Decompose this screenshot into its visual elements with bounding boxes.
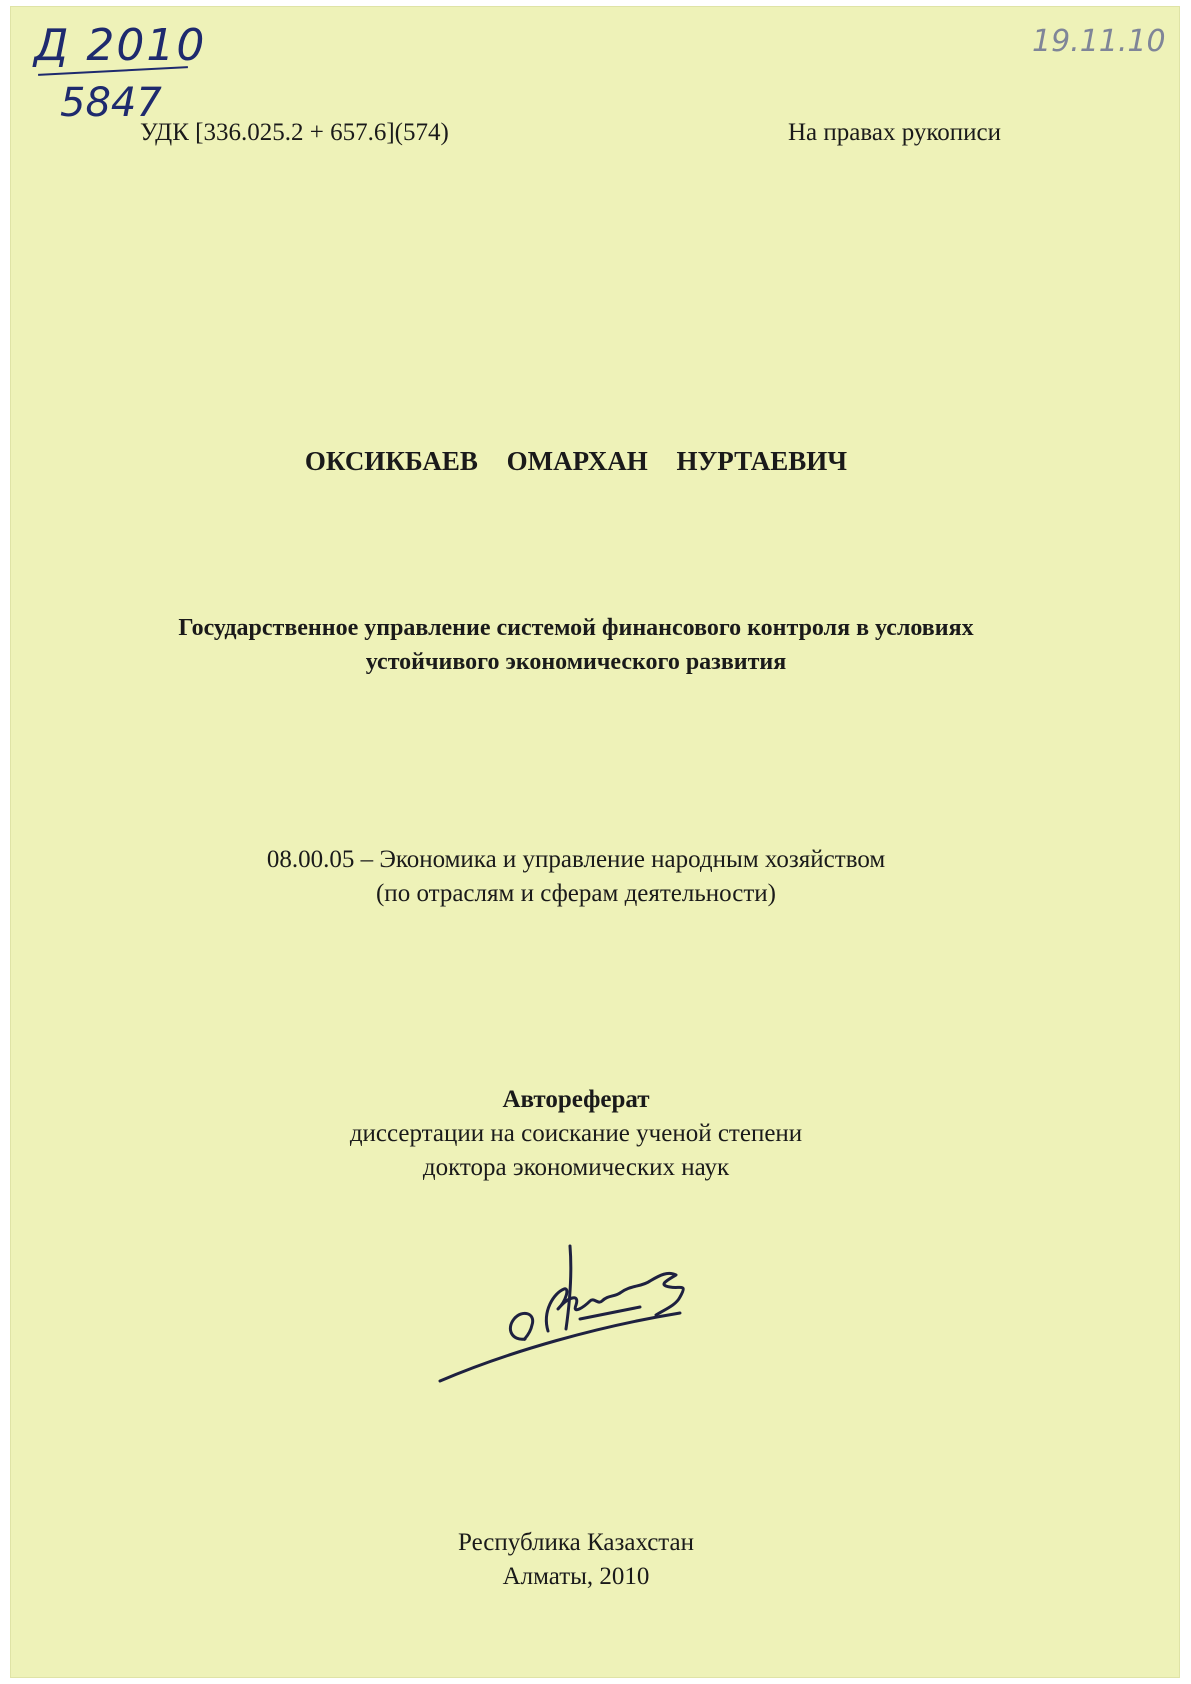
handwritten-archive-code: Д 2010 xyxy=(34,20,207,71)
city-year: Алматы, 2010 xyxy=(502,1563,650,1590)
rights-notice: На правах рукописи xyxy=(788,119,1001,146)
abstract-degree-line-2: доктора экономических наук xyxy=(422,1154,730,1181)
specialty-line-1: 08.00.05 – Экономика и управление народным хозяйством xyxy=(266,846,886,873)
specialty-line-2: (по отраслям и сферам деятельности) xyxy=(375,880,777,907)
document-page xyxy=(10,6,1180,1678)
handwritten-archive-number: 5847 xyxy=(60,80,162,126)
dissertation-title-line-2: устойчивого экономического развития xyxy=(365,649,787,675)
author-signature xyxy=(430,1231,730,1391)
handwritten-date: 19.11.10 xyxy=(1032,24,1166,59)
abstract-degree-line-1: диссертации на соискание ученой степени xyxy=(349,1120,803,1147)
country: Республика Казахстан xyxy=(458,1529,694,1556)
udc-code: УДК [336.025.2 + 657.6](574) xyxy=(140,119,449,146)
dissertation-title-line-1: Государственное управление системой финансового контроля в условиях xyxy=(178,615,974,641)
author-name: ОКСИКБАЕВ ОМАРХАН НУРТАЕВИЧ xyxy=(304,446,848,476)
abstract-heading: Автореферат xyxy=(502,1086,650,1113)
